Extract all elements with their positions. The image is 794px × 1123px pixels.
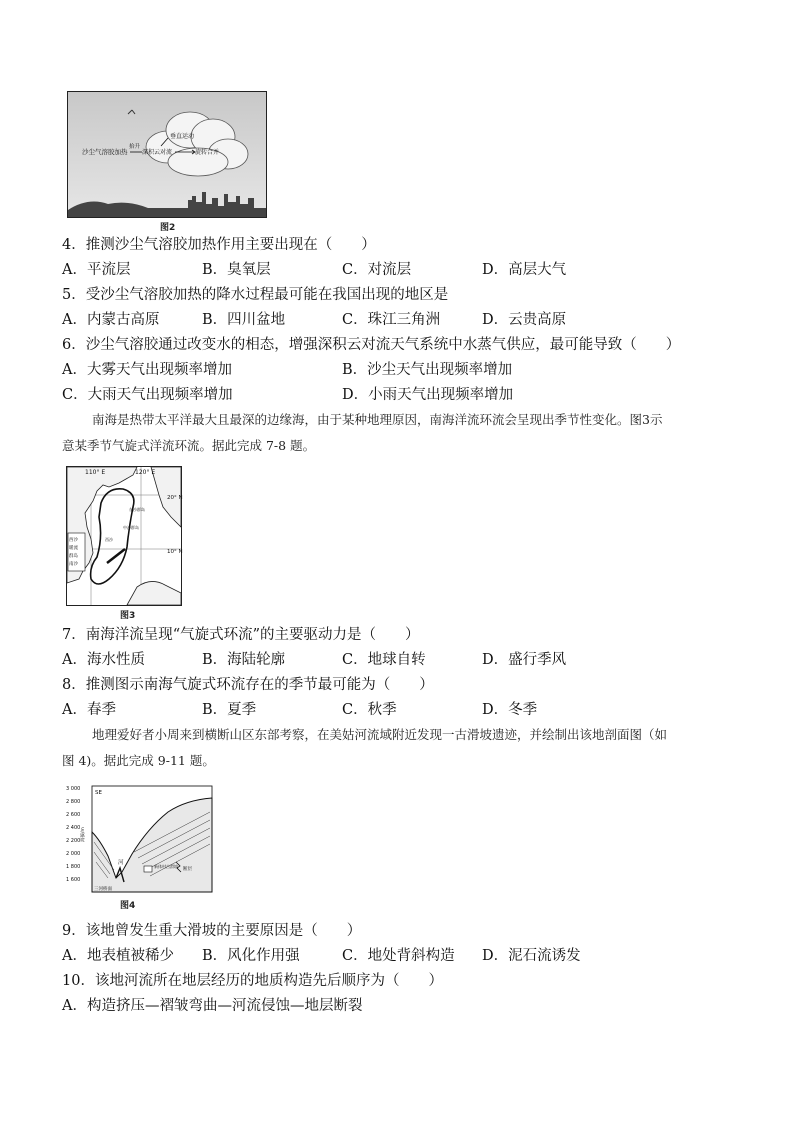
- y-axis-label: 海拔/m: [81, 827, 86, 842]
- fig2-label-dust: 沙尘气溶胶加热: [82, 148, 128, 156]
- q9-option-b: B．风化作用强: [202, 948, 300, 964]
- y-tick-1800: 1 800: [66, 864, 81, 870]
- island-dongsha: 东沙群岛: [129, 507, 145, 512]
- legend-line-3: 群岛: [69, 554, 78, 559]
- question-7-stem: 7．南海洋流呈现“气旋式环流”的主要驱动力是（ ）: [62, 627, 420, 643]
- q7-option-b: B．海陆轮廓: [202, 652, 286, 668]
- q9-option-d: D．泥石流诱发: [482, 948, 581, 964]
- q5-option-d: D．云贵高原: [482, 312, 567, 328]
- q7-option-d: D．盛行季风: [482, 652, 567, 668]
- legend-slide-label: 新体村古滑坡: [154, 864, 178, 869]
- y-tick-2200: 2 200: [66, 838, 81, 844]
- q7-option-c: C．地球自转: [342, 652, 426, 668]
- fig2-label-vertical: 垂直运动: [170, 133, 195, 140]
- fig2-label-deep: 深积云对流: [142, 149, 173, 156]
- figure-3-illustration: [67, 467, 181, 605]
- q4-option-b: B．臭氧层: [202, 262, 271, 278]
- q8-option-b: B．夏季: [202, 702, 257, 718]
- legend-slide-swatch: [144, 866, 152, 872]
- intro-7-8-line2: 意某季节气旋式洋流环流。据此完成 7-8 题。: [62, 438, 316, 453]
- question-10-stem: 10．该地河流所在地层经历的地质构造先后顺序为（ ）: [62, 973, 443, 989]
- q9-option-a: A．地表植被稀少: [62, 948, 174, 964]
- q4-option-c: C．对流层: [342, 262, 412, 278]
- fig2-label-merge: 旋转合并: [195, 149, 220, 156]
- question-9-stem: 9．该地曾发生重大滑坡的主要原因是（ ）: [62, 923, 362, 939]
- intro-9-11-line2: 图 4)。据此完成 9-11 题。: [62, 753, 215, 768]
- question-6-stem: 6．沙尘气溶胶通过改变水的相态，增强深积云对流天气系统中水蒸气供应，最可能导致（ ）: [62, 337, 681, 353]
- q6-option-a: A．大雾天气出现频率增加: [62, 362, 232, 378]
- figure-4-caption: 图4: [120, 901, 136, 911]
- q10-option-a: A．构造挤压—褶皱弯曲—河流侵蚀—地层断裂: [62, 998, 363, 1014]
- q5-option-c: C．珠江三角洲: [342, 312, 441, 328]
- y-tick-2600: 2 600: [66, 812, 81, 818]
- q4-option-a: A．平流层: [62, 262, 131, 278]
- lon-120: 120° E: [135, 469, 156, 476]
- legend-line-4: 南沙: [69, 562, 78, 567]
- figure-4-illustration: [64, 782, 213, 894]
- fig4-direction: SE: [95, 790, 102, 796]
- legend-fault-label: 断层: [183, 867, 192, 872]
- q8-option-c: C．秋季: [342, 702, 397, 718]
- question-4-stem: 4．推测沙尘气溶胶加热作用主要出现在（ ）: [62, 237, 376, 253]
- island-zhongsha: 中沙群岛: [123, 525, 139, 530]
- y-tick-2800: 2 800: [66, 799, 81, 805]
- legend-line-2: 暖流: [69, 546, 78, 551]
- y-tick-2000: 2 000: [66, 851, 81, 857]
- intro-7-8-line1: 南海是热带太平洋最大且最深的边缘海，由于某种地理原因，南海洋流环流会呈现出季节性变化。图3示: [92, 412, 663, 427]
- fig2-label-lift: 抬升: [129, 144, 141, 150]
- q4-option-d: D．高层大气: [482, 262, 567, 278]
- lon-110: 110° E: [85, 469, 106, 476]
- place-label: 三河桥面: [94, 887, 112, 892]
- q8-option-d: D．冬季: [482, 702, 538, 718]
- lat-10: 10° N: [167, 549, 183, 555]
- figure-2-caption: 图2: [160, 223, 176, 233]
- q6-option-c: C．大雨天气出现频率增加: [62, 387, 233, 403]
- lat-20: 20° N: [167, 495, 183, 501]
- y-tick-1600: 1 600: [66, 877, 81, 883]
- intro-9-11-line1: 地理爱好者小周来到横断山区东部考察，在美姑河流域附近发现一古滑坡遗迹，并绘制出该地剖面图（如: [92, 727, 668, 742]
- figure-3-caption: 图3: [120, 611, 136, 621]
- q6-option-d: D．小雨天气出现频率增加: [342, 387, 514, 403]
- q9-option-c: C．地处背斜构造: [342, 948, 455, 964]
- q5-option-a: A．内蒙古高原: [62, 312, 160, 328]
- question-5-stem: 5．受沙尘气溶胶加热的降水过程最可能在我国出现的地区是: [62, 287, 449, 303]
- q7-option-a: A．海水性质: [62, 652, 145, 668]
- legend-line-1: 西沙: [69, 538, 78, 543]
- figure-4-profile: [64, 782, 213, 894]
- q8-option-a: A．春季: [62, 702, 116, 718]
- island-xisha: 西沙: [105, 537, 113, 542]
- question-8-stem: 8．推测图示南海气旋式环流存在的季节最可能为（ ）: [62, 677, 434, 693]
- y-tick-3000: 3 000: [66, 786, 81, 792]
- figure-2-illustration: [68, 92, 266, 217]
- figure-2-diagram: [67, 91, 267, 218]
- q5-option-b: B．四川盆地: [202, 312, 286, 328]
- fig4-river-label: 河: [118, 860, 124, 866]
- q6-option-b: B．沙尘天气出现频率增加: [342, 362, 513, 378]
- figure-3-map: [66, 466, 182, 606]
- y-tick-2400: 2 400: [66, 825, 81, 831]
